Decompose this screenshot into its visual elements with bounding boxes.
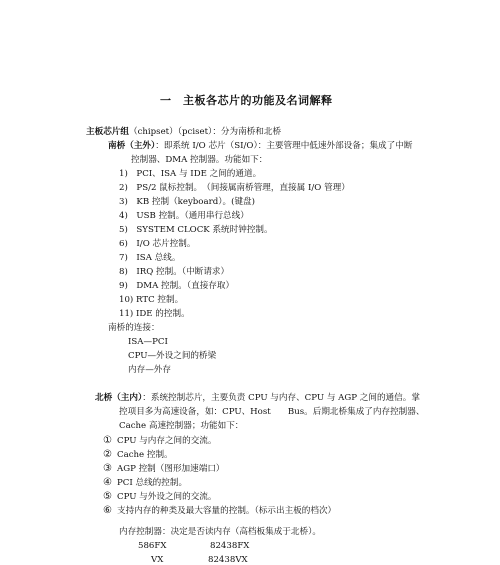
south-connection: ISA—PCI <box>128 337 168 347</box>
south-item: 4) USB 控制。（通用串行总线） <box>119 211 249 221</box>
chip-model: 586FX <box>138 541 167 551</box>
north-item <box>103 506 336 516</box>
northbridge-heading <box>95 394 420 403</box>
page-title: 一 主板各芯片的功能及名词解释 <box>160 94 333 107</box>
south-connection: CPU—外设之间的桥梁 <box>128 351 217 361</box>
north-item-marker: ② <box>103 449 112 460</box>
north-item-marker: ③ <box>103 463 112 474</box>
north-item-marker: ① <box>103 435 112 446</box>
memory-controller-text: 内存控制器：决定是否读内存（高档板集成于北桥）。 <box>119 527 321 537</box>
south-item: 11) IDE 的控制。 <box>119 309 190 319</box>
north-item <box>103 436 217 446</box>
southbridge-desc-1: ：即系统 I/O 芯片（SI/O）：主要管理中低速外部设备；集成了中断 <box>155 141 413 151</box>
north-item-text: AGP 控制（图形加速端口） <box>117 464 225 474</box>
southbridge-connections-label: 南桥的连接： <box>108 323 160 333</box>
north-item-text: CPU 与外设之间的交流。 <box>117 492 217 502</box>
chipset-label: 主板芯片组 <box>86 127 129 137</box>
chipset-desc: （chipset）（pciset）：分为南桥和北桥 <box>128 127 282 137</box>
chipset-heading <box>86 128 281 137</box>
south-item: 6) I/O 芯片控制。 <box>119 239 196 249</box>
north-item-marker: ④ <box>103 477 112 488</box>
south-item: 3) KB 控制（keyboard）。(键盘) <box>119 197 255 207</box>
south-item: 5) SYSTEM CLOCK 系统时钟控制。 <box>119 225 273 235</box>
north-item-marker: ⑥ <box>103 505 112 516</box>
northbridge-label: 北桥（主内） <box>95 393 143 403</box>
south-item: 7) ISA 总线。 <box>119 253 181 263</box>
south-connection: 内存—外存 <box>128 365 171 375</box>
northbridge-desc-1: ：系统控制芯片，主要负责 CPU 与内存、CPU 与 AGP 之间的通信。掌 <box>142 393 420 403</box>
southbridge-label: 南桥（主外） <box>108 141 156 151</box>
north-item <box>103 450 173 460</box>
southbridge-heading <box>108 142 412 151</box>
north-item <box>103 464 225 474</box>
south-item: 10) RTC 控制。 <box>119 295 184 305</box>
south-item: 8) IRQ 控制。（中断请求） <box>119 267 230 277</box>
chip-part: 82438FX <box>210 541 250 551</box>
north-item-marker: ⑤ <box>103 491 112 502</box>
north-item <box>103 492 217 502</box>
south-item: 2) PS/2 鼠标控制。 （间接属南桥管理，直接属 I/O 管理） <box>119 183 350 193</box>
chip-part: 82438VX <box>208 555 248 565</box>
southbridge-desc-2: 控制器、DMA 控制器。功能如下： <box>131 155 268 165</box>
northbridge-desc-2: 控项目多为高速设备，如：CPU、Host Bus。后期北桥集成了内存控制器、 <box>119 407 425 417</box>
north-item <box>103 478 187 488</box>
south-item: 9) DMA 控制。（直接存取） <box>119 281 235 291</box>
north-item-text: CPU 与内存之间的交流。 <box>117 436 217 446</box>
south-item: 1) PCI、ISA 与 IDE 之间的通道。 <box>119 169 262 179</box>
north-item-text: PCI 总线的控制。 <box>117 478 188 488</box>
north-item-text: Cache 控制。 <box>117 450 173 460</box>
chip-model: VX <box>151 555 164 565</box>
north-item-text: 支持内存的种类及最大容量的控制。（标示出主板的档次） <box>117 506 337 516</box>
northbridge-desc-3: Cache 高速控制器；功能如下： <box>119 421 244 431</box>
